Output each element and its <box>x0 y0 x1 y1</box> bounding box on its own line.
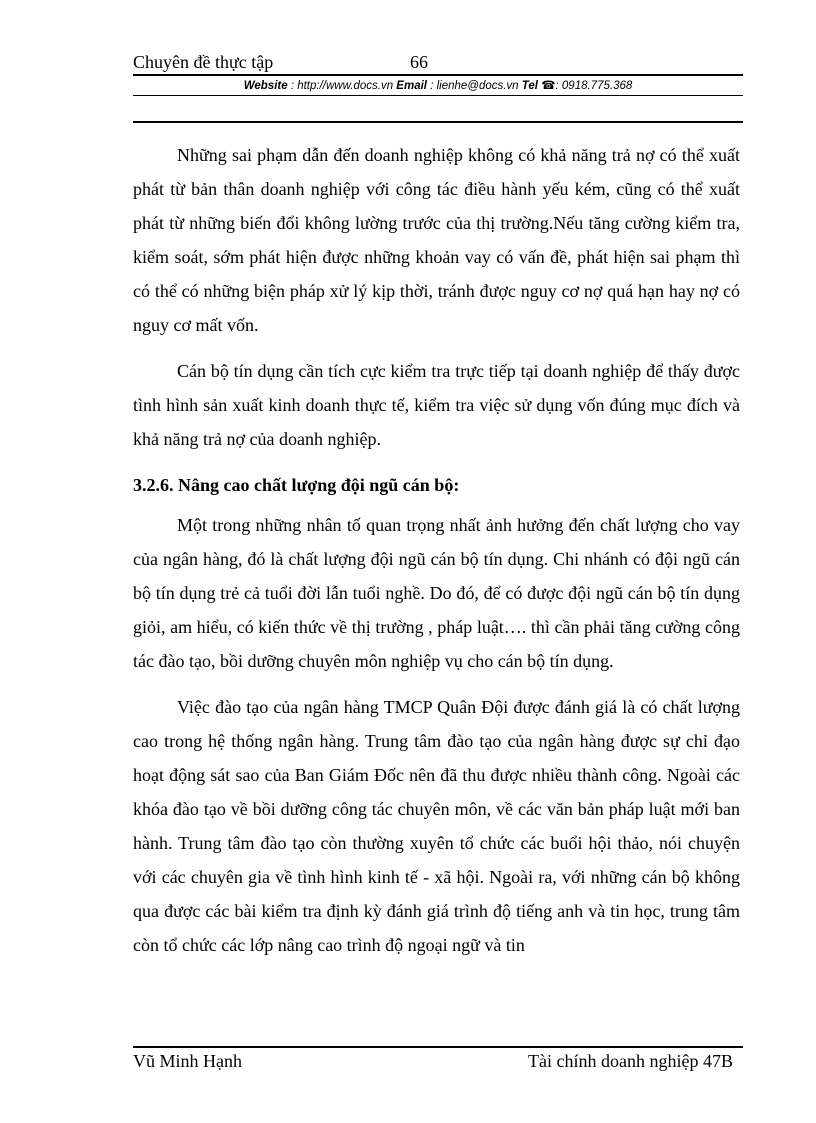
email-value: : lienhe@docs.vn <box>430 80 519 92</box>
header-divider <box>133 121 743 123</box>
tel-label: Tel <box>521 80 538 92</box>
paragraph: Một trong những nhân tố quan trọng nhất ảnh hưởng đến chất lượng cho vay của ngân hàng, đó là chất lượng đội ngũ cán bộ tín dụng. Chi nhánh có đội ngũ cán bộ tín dụng trẻ cả tuổi đời lẫn tuổi nghề. Do đó, để có được đội ngũ cán bộ tín dụng giỏi, am hiểu, có kiến thức về thị trường , pháp luật…. thì cần phải tăng cường công tác đào tạo, bồi dưỡng chuyên môn nghiệp vụ cho cán bộ tín dụng. <box>133 515 740 671</box>
header-contact-line <box>133 78 743 92</box>
tel-value: : 0918.775.368 <box>555 80 633 92</box>
header-divider <box>133 74 743 76</box>
footer-class: Tài chính doanh nghiệp 47B <box>528 1051 733 1071</box>
header-divider <box>133 95 743 96</box>
paragraph: Việc đào tạo của ngân hàng TMCP Quân Đội được đánh giá là có chất lượng cao trong hệ thống ngân hàng. Trung tâm đào tạo của ngân hàng được sự chỉ đạo hoạt động sát sao của Ban Giám Đốc nên đã thu được nhiều thành công. Ngoài các khóa đào tạo về bồi dưỡng công tác chuyên môn, về các văn bản pháp luật mới ban hành. Trung tâm đào tạo còn thường xuyên tổ chức các buổi hội thảo, nói chuyện với các chuyên gia về tình hình kinh tế - xã hội. Ngoài ra, với những cán bộ không qua được các bài kiểm tra định kỳ đánh giá trình độ tiếng anh và tin học, trung tâm còn tổ chức các lớp nâng cao trình độ ngoại ngữ và tin <box>133 697 740 955</box>
paragraph: Những sai phạm dẫn đến doanh nghiệp không có khả năng trả nợ có thể xuất phát từ bản thân doanh nghiệp với công tác điều hành yếu kém, cũng có thể xuất phát từ những biến đổi không lường trước của thị trường.Nếu tăng cường kiểm tra, kiểm soát, sớm phát hiện được những khoản vay có vấn đề, phát hiện sai phạm thì có thể có những biện pháp xử lý kịp thời, tránh được nguy cơ nợ quá hạn hay nợ có nguy cơ mất vốn. <box>133 145 740 335</box>
header-title: Chuyên đề thực tập <box>133 52 274 72</box>
footer-divider <box>133 1046 743 1048</box>
section-heading: 3.2.6. Nâng cao chất lượng đội ngũ cán bộ: <box>133 475 460 495</box>
phone-icon: ☎ <box>541 80 556 92</box>
paragraph: Cán bộ tín dụng cần tích cực kiểm tra trực tiếp tại doanh nghiệp để thấy được tình hình sản xuất kinh doanh thực tế, kiểm tra việc sử dụng vốn đúng mục đích và khả năng trả nợ của doanh nghiệp. <box>133 361 740 449</box>
website-value: : http://www.docs.vn <box>290 80 394 92</box>
email-label: Email <box>396 80 427 92</box>
header <box>133 52 743 76</box>
page-number: 66 <box>410 52 428 72</box>
footer-author: Vũ Minh Hạnh <box>133 1051 242 1071</box>
document-body <box>133 138 740 962</box>
website-label: Website <box>243 80 288 92</box>
